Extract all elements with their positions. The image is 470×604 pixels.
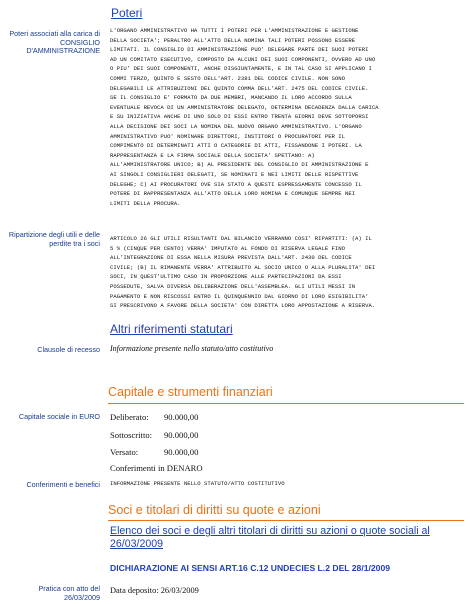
capitale-row-versato <box>110 447 198 458</box>
label-pratica-atto: Pratica con atto del 26/03/2009 <box>38 584 100 602</box>
section-heading-capitale: Capitale e strumenti finanziari <box>108 385 273 399</box>
label-ripartizione-utili: Ripartizione degli utili e delle perdite tra i soci <box>8 230 100 248</box>
capitale-key: Deliberato: <box>110 412 149 422</box>
section-divider <box>108 403 464 404</box>
section-heading-soci: Soci e titolari di diritti su quote e azioni <box>108 503 321 517</box>
utili-line: SOCI, IN QUEST'ULTIMO CASO IN PROPORZIONE ALLE PARTECIPAZIONI DA ESSI <box>110 273 342 281</box>
poteri-line: LIMITATI. IL CONSIGLIO DI AMMINISTRAZIONE PUO' DELEGARE PARTE DEI SUOI POTERI <box>110 46 369 54</box>
poteri-line: ALLA DECISIONE DEI SOCI LA NOMINA DEL NUOVO ORGANO AMMINISTRATIVO. L'ORGANO <box>110 122 362 130</box>
label-clausole-recesso: Clausole di recesso <box>37 345 100 354</box>
capitale-row-deliberato <box>110 412 198 423</box>
poteri-line: AMMINISTRATIVO PUO' NOMINARE DIRETTORI, INSTITORI O PROCURATORI PER IL <box>110 132 345 140</box>
poteri-line: DELLA SOCIETA'; PERALTRO ALL'ATTO DELLA NOMINA TALI POTERI POSSONO ESSERE <box>110 36 356 44</box>
label-poteri-associati: Poteri associati alla carica di CONSIGLIO D'AMMINISTRAZIONE <box>9 29 100 55</box>
recesso-value: Informazione presente nello statuto/atto costitutivo <box>110 344 274 353</box>
data-deposito: Data deposito: 26/03/2009 <box>110 586 199 595</box>
utili-line: SI PRESCRIVONO A FAVORE DELLA SOCIETA' CON DIRETTA LORO APPOSTAZIONE A RISERVA. <box>110 302 376 310</box>
utili-line: POSSEDUTE, SALVA DIVERSA DELIBERAZIONE DELL'ASSEMBLEA. GLI UTILI MESSI IN <box>110 282 356 290</box>
utili-line: ALL'INTEGRAZIONE DI ESSA NELLA MISURA PREVISTA DALL'ART. 2430 DEL CODICE <box>110 254 352 262</box>
dichiarazione-heading: DICHIARAZIONE AI SENSI ART.16 C.12 UNDECIES L.2 DEL 28/1/2009 <box>110 563 391 573</box>
poteri-line: COMPIMENTO DI DETERMINATI ATTI O CATEGORIE DI ATTI, FISSANDONE I POTERI. LA <box>110 142 362 150</box>
poteri-line: POTERE DI RAPPRESENTANZA ALL'ATTO DELLA LORO NOMINA E COMUNQUE SEMPRE NEI <box>110 190 356 198</box>
label-conferimenti-benefici: Conferimenti e benefici <box>26 480 100 489</box>
utili-line: PAGAMENTO E NON RISCOSSI ENTRO IL QUINQUENNIO DAL GIORNO DI LORO ESIGIBILITA' <box>110 292 369 300</box>
section-divider <box>108 520 464 521</box>
poteri-text-block <box>110 26 379 208</box>
poteri-line: LIMITI DELLA PROCURA. <box>110 199 181 207</box>
elenco-soci-link[interactable]: Elenco dei soci e degli altri titolari di diritti su azioni o quote sociali al 26/03/2009 <box>110 525 430 550</box>
poteri-line: DELEGHE; C) AI PROCURATORI OVE SIA STATO A QUESTI ESPRESSAMENTE CONCESSO IL <box>110 180 362 188</box>
poteri-line: SE IL CONSIGLIO E' FORMATO DA DUE MEMBRI, MANCANDO IL LORO ACCORDO SULLA <box>110 94 352 102</box>
capitale-value: 90.000,00 <box>164 430 199 440</box>
capitale-value: 90.000,00 <box>164 412 199 422</box>
poteri-line: ALL'AMMINISTRATORE UNICO; B) AL PRESIDENTE DEL CONSIGLIO DI AMMINISTRAZIONE E <box>110 161 369 169</box>
poteri-line: AD UN COMITATO ESECUTIVO, COMPOSTO DA ALCUNI DEI SUOI COMPONENTI, OVVERO AD UNO <box>110 55 376 63</box>
utili-text-block <box>110 234 375 311</box>
poteri-line: DELEGABILI LE ATTRIBUZIONI DEL QUINTO COMMA DELL'ART. 2475 DEL CODICE CIVILE. <box>110 84 369 92</box>
poteri-line: L'ORGANO AMMINISTRATIVO HA TUTTI I POTERI PER L'AMMINISTRAZIONE E GESTIONE <box>110 27 359 34</box>
poteri-line: EVENTUALE REVOCA DI UN AMMINISTRATORE DELEGATO, DETERMINA DECADENZA DALLA CARICA <box>110 103 379 111</box>
poteri-line: E SU INIZIATIVA ANCHE DI UNO SOLO DI ESSI ENTRO TRENTA GIORNI DEVE SOTTOPORSI <box>110 113 369 121</box>
utili-line: ARTICOLO 26 GLI UTILI RISULTANTI DAL BILANCIO VERRANNO COSI' RIPARTITI: (A) IL <box>110 235 372 242</box>
utili-line: 5 % (CINQUE PER CENTO) VERRA' IMPUTATO AL FONDO DI RISERVA LEGALE FINO <box>110 244 345 252</box>
capitale-value: 90.000,00 <box>164 447 199 457</box>
poteri-line: COMMI TERZO, QUINTO E SESTO DELL'ART. 2381 DEL CODICE CIVILE. NON SONO <box>110 74 345 82</box>
conferimenti-value: INFORMAZIONE PRESENTE NELLO STATUTO/ATTO COSTITUTIVO <box>110 480 285 487</box>
capitale-key: Sottoscritto: <box>110 430 153 440</box>
capitale-key: Versato: <box>110 447 139 457</box>
label-capitale-sociale: Capitale sociale in EURO <box>18 412 100 421</box>
poteri-line: O PIU' DEI SUOI COMPONENTI, ANCHE DISGIUNTAMENTE, E IN TAL CASO SI APPLICANO I <box>110 65 372 73</box>
capitale-row-sottoscritto <box>110 430 198 441</box>
section-heading-altri-riferimenti: Altri riferimenti statutari <box>110 322 233 336</box>
section-heading-poteri: Poteri <box>111 6 143 20</box>
poteri-line: AI SINGOLI CONSIGLIERI DELEGATI, SE NOMINATI E NEI LIMITI DELLE RISPETTIVE <box>110 170 359 178</box>
utili-line: CIVILE; (B) IL RIMANENTE VERRA' ATTRIBUITO AL SOCIO UNICO O ALLA PLURALITA' DEI <box>110 263 376 271</box>
conferimenti-note: Conferimenti in DENARO <box>110 463 203 473</box>
poteri-line: RAPPRESENTANZA E LA FIRMA SOCIALE DELLA SOCIETA' SPETTANO: A) <box>110 151 315 159</box>
